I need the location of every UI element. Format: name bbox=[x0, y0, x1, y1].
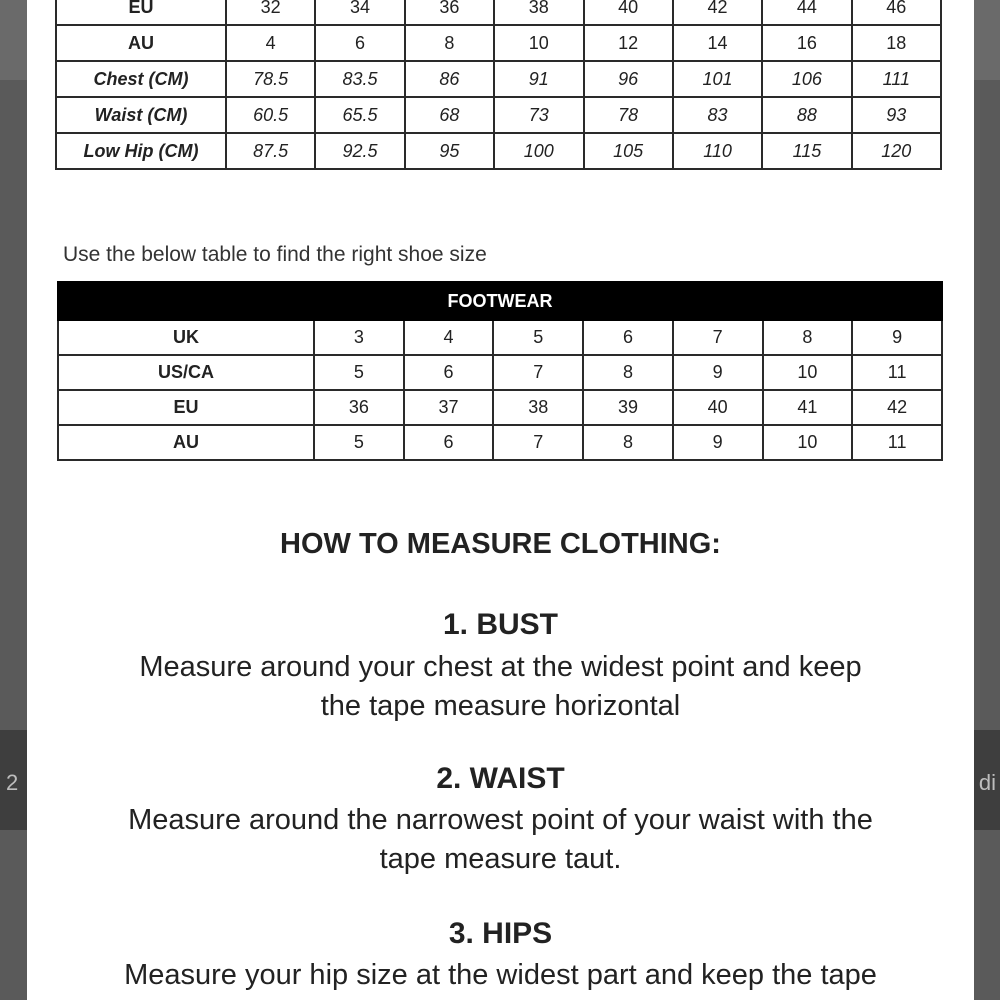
side-text-left: 2 bbox=[6, 770, 19, 795]
table-cell: 91 bbox=[494, 61, 583, 97]
table-cell: 36 bbox=[314, 390, 404, 425]
hips-text-line: Measure your hip size at the widest part and keep the tape bbox=[124, 959, 877, 991]
table-cell: 4 bbox=[404, 320, 494, 355]
table-cell: 8 bbox=[583, 355, 673, 390]
table-cell: 93 bbox=[852, 97, 941, 133]
table-cell: 110 bbox=[673, 133, 762, 169]
table-cell: 105 bbox=[584, 133, 673, 169]
table-cell: 40 bbox=[673, 390, 763, 425]
table-cell: 10 bbox=[763, 425, 853, 460]
footwear-header: FOOTWEAR bbox=[58, 282, 942, 320]
table-cell: 37 bbox=[404, 390, 494, 425]
measure-title: HOW TO MEASURE CLOTHING: bbox=[280, 528, 721, 560]
table-cell: 9 bbox=[852, 320, 942, 355]
table-cell: 7 bbox=[493, 355, 583, 390]
hips-text bbox=[27, 956, 974, 995]
table-cell: 68 bbox=[405, 97, 494, 133]
clothing-size-table bbox=[55, 0, 942, 170]
table-cell: 9 bbox=[673, 355, 763, 390]
shoe-size-intro: Use the below table to find the right shoe size bbox=[63, 243, 487, 266]
table-cell: 46 bbox=[852, 0, 941, 25]
table-cell: 42 bbox=[852, 390, 942, 425]
table-cell: 42 bbox=[673, 0, 762, 25]
row-label: EU bbox=[56, 0, 226, 25]
table-cell: 120 bbox=[852, 133, 941, 169]
table-cell: 12 bbox=[584, 25, 673, 61]
table-cell: 73 bbox=[494, 97, 583, 133]
table-cell: 9 bbox=[673, 425, 763, 460]
table-cell: 101 bbox=[673, 61, 762, 97]
row-label: Chest (CM) bbox=[56, 61, 226, 97]
table-cell: 38 bbox=[493, 390, 583, 425]
table-cell: 78.5 bbox=[226, 61, 315, 97]
table-cell: 44 bbox=[762, 0, 851, 25]
table-cell: 86 bbox=[405, 61, 494, 97]
table-cell: 8 bbox=[763, 320, 853, 355]
table-row bbox=[56, 25, 941, 61]
table-row bbox=[58, 355, 942, 390]
table-cell: 60.5 bbox=[226, 97, 315, 133]
waist-heading: 2. WAIST bbox=[436, 762, 565, 795]
table-cell: 5 bbox=[314, 355, 404, 390]
table-cell: 115 bbox=[762, 133, 851, 169]
table-row bbox=[58, 425, 942, 460]
table-cell: 8 bbox=[583, 425, 673, 460]
waist-text bbox=[27, 801, 974, 879]
table-cell: 38 bbox=[494, 0, 583, 25]
bust-text bbox=[27, 648, 974, 726]
row-label: US/CA bbox=[58, 355, 314, 390]
row-label: Waist (CM) bbox=[56, 97, 226, 133]
row-label: Low Hip (CM) bbox=[56, 133, 226, 169]
table-cell: 39 bbox=[583, 390, 673, 425]
table-row bbox=[56, 0, 941, 25]
table-cell: 5 bbox=[493, 320, 583, 355]
row-label: AU bbox=[56, 25, 226, 61]
table-cell: 6 bbox=[315, 25, 404, 61]
bust-text-line: the tape measure horizontal bbox=[320, 690, 681, 722]
bust-text-line: Measure around your chest at the widest point and keep bbox=[139, 651, 862, 683]
table-cell: 88 bbox=[762, 97, 851, 133]
table-cell: 10 bbox=[494, 25, 583, 61]
table-cell: 96 bbox=[584, 61, 673, 97]
table-row bbox=[56, 97, 941, 133]
waist-text-line: Measure around the narrowest point of your waist with the bbox=[128, 804, 873, 836]
table-cell: 11 bbox=[852, 425, 942, 460]
table-cell: 106 bbox=[762, 61, 851, 97]
table-row bbox=[58, 390, 942, 425]
table-cell: 32 bbox=[226, 0, 315, 25]
table-cell: 14 bbox=[673, 25, 762, 61]
table-cell: 40 bbox=[584, 0, 673, 25]
side-text-right: di bbox=[978, 770, 996, 795]
table-cell: 4 bbox=[226, 25, 315, 61]
table-row bbox=[56, 133, 941, 169]
table-cell: 34 bbox=[315, 0, 404, 25]
hips-heading: 3. HIPS bbox=[448, 917, 553, 950]
table-cell: 8 bbox=[405, 25, 494, 61]
waist-text-line: tape measure taut. bbox=[379, 843, 622, 875]
table-cell: 83 bbox=[673, 97, 762, 133]
table-cell: 10 bbox=[763, 355, 853, 390]
table-cell: 41 bbox=[763, 390, 853, 425]
footwear-size-table bbox=[57, 281, 943, 461]
table-cell: 6 bbox=[404, 425, 494, 460]
table-cell: 3 bbox=[314, 320, 404, 355]
table-cell: 11 bbox=[852, 355, 942, 390]
table-cell: 65.5 bbox=[315, 97, 404, 133]
row-label: UK bbox=[58, 320, 314, 355]
table-cell: 92.5 bbox=[315, 133, 404, 169]
table-cell: 6 bbox=[404, 355, 494, 390]
table-cell: 16 bbox=[762, 25, 851, 61]
table-cell: 95 bbox=[405, 133, 494, 169]
table-cell: 6 bbox=[583, 320, 673, 355]
row-label: AU bbox=[58, 425, 314, 460]
table-cell: 87.5 bbox=[226, 133, 315, 169]
table-row bbox=[56, 61, 941, 97]
row-label: EU bbox=[58, 390, 314, 425]
bust-heading: 1. BUST bbox=[442, 608, 559, 641]
table-cell: 78 bbox=[584, 97, 673, 133]
table-cell: 111 bbox=[852, 61, 941, 97]
table-cell: 100 bbox=[494, 133, 583, 169]
table-cell: 18 bbox=[852, 25, 941, 61]
table-cell: 7 bbox=[493, 425, 583, 460]
size-guide-sheet bbox=[27, 0, 974, 1000]
table-row bbox=[58, 320, 942, 355]
table-cell: 83.5 bbox=[315, 61, 404, 97]
table-cell: 7 bbox=[673, 320, 763, 355]
table-cell: 36 bbox=[405, 0, 494, 25]
table-cell: 5 bbox=[314, 425, 404, 460]
